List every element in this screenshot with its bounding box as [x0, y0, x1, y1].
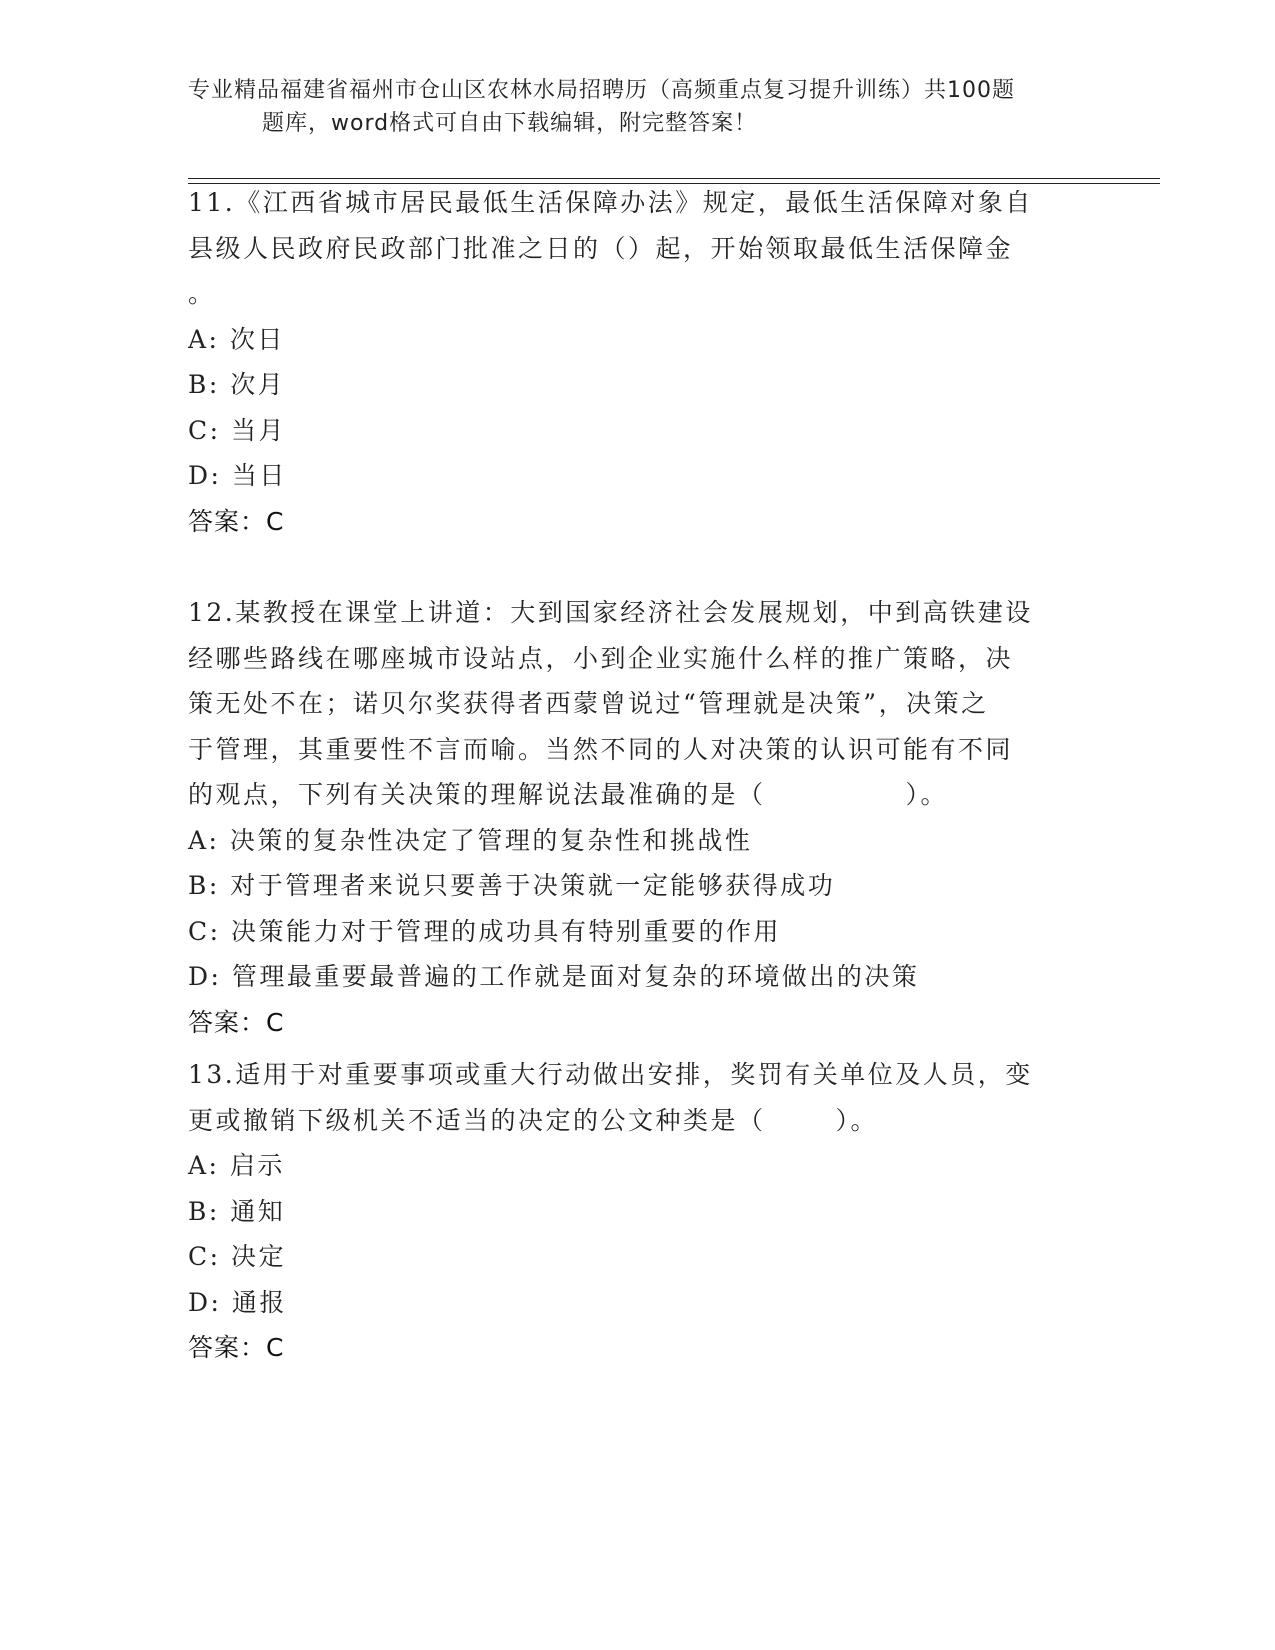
question-stem-line: 12.某教授在课堂上讲道：大到国家经济社会发展规划，中到高铁建设	[188, 598, 1033, 627]
answer-line: 答案：C	[188, 506, 285, 536]
option-b: B: 通知	[188, 1196, 286, 1226]
answer-line: 答案：C	[188, 1007, 285, 1037]
option-d: D: 通报	[188, 1287, 287, 1317]
question-stem-line: 于管理，其重要性不言而喻。当然不同的人对决策的认识可能有不同	[188, 734, 1014, 764]
header-line-1: 专业精品福建省福州市仓山区农林水局招聘历（高频重点复习提升训练）共100题	[188, 78, 1015, 103]
question-stem-line: 13.适用于对重要事项或重大行动做出安排，奖罚有关单位及人员，变	[188, 1060, 1033, 1089]
option-a: A: 启示	[188, 1151, 285, 1180]
question-stem-line: 策无处不在；诺贝尔奖获得者西蒙曾说过“管理就是决策”，决策之	[188, 689, 989, 718]
question-13	[188, 1052, 1088, 1371]
document-header	[188, 74, 1088, 140]
option-a: A: 次日	[188, 324, 285, 354]
question-stem-last-line	[188, 1098, 1088, 1144]
question-stem-last-line	[188, 772, 1088, 818]
option-c: C: 决策能力对于管理的成功具有特别重要的作用	[188, 916, 781, 946]
question-12	[188, 590, 1088, 1045]
answer-line: 答案：C	[188, 1333, 285, 1362]
stem-text-before-blank: 的观点，下列有关决策的理解说法最准确的是（	[188, 780, 766, 809]
option-c: C: 当月	[188, 415, 286, 445]
question-stem-line: 经哪些路线在哪座城市设站点，小到企业实施什么样的推广策略，决	[188, 643, 1014, 673]
option-b: B: 次月	[188, 370, 286, 399]
question-stem-line: 11.《江西省城市居民最低生活保障办法》规定，最低生活保障对象自	[188, 188, 1033, 217]
option-d: D: 管理最重要最普遍的工作就是面对复杂的环境做出的决策	[188, 962, 920, 991]
question-11	[188, 180, 1088, 544]
stem-text-after-blank: ）。	[835, 1105, 879, 1135]
question-stem-line: 县级人民政府民政部门批准之日的（）起，开始领取最低生活保障金	[188, 233, 1014, 263]
option-d: D: 当日	[188, 461, 287, 490]
question-stem-line: 。	[188, 279, 216, 308]
option-a: A: 决策的复杂性决定了管理的复杂性和挑战性	[188, 825, 753, 855]
stem-text-before-blank: 更或撤销下级机关不适当的决定的公文种类是（	[188, 1105, 766, 1135]
header-divider-top	[188, 178, 1160, 179]
option-c: C: 决定	[188, 1242, 286, 1271]
option-b: B: 对于管理者来说只要善于决策就一定能够获得成功	[188, 871, 836, 900]
stem-text-after-blank: ）。	[905, 780, 949, 809]
header-line-2: 题库，word格式可自由下载编辑，附完整答案！	[262, 111, 758, 136]
